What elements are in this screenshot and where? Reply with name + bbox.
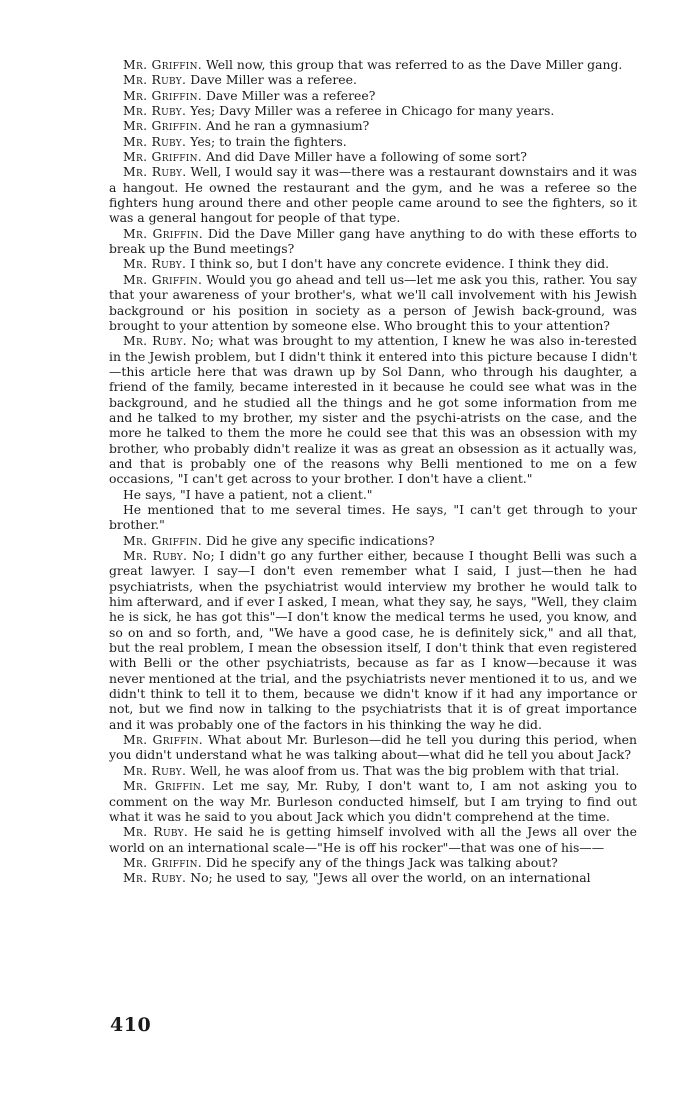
testimony-paragraph (109, 487, 637, 502)
testimony-paragraph (109, 732, 637, 763)
testimony-text: Dave Miller was a referee. (186, 72, 357, 88)
transcript-body (109, 57, 637, 886)
testimony-paragraph (109, 57, 637, 72)
testimony-paragraph (109, 272, 637, 333)
testimony-text: No; what was brought to my attention, I knew he was also in-terested in the Jewish problem, but I didn't think it entered into this picture because I didn't—this article here that was drawn up by Sol Dann, who through his daughter, a friend of the family, became interested in it because he could see what was in the background, and he studied all the things and he got some information from me and he talked to my brother, my sister and the psychi-atrists on the case, and the more he talked to them the more he could see that this was an obsession with my brother, who probably didn't realize it was as great an obsession as it actually was, and that is probably one of the reasons why Belli mentioned to me on a few occasions, "I can't get across to your brother. I don't have a client." (109, 333, 637, 487)
speaker-label: Mr. Ruby. (123, 164, 187, 180)
speaker-label: Mr. Ruby. (123, 103, 187, 119)
testimony-paragraph (109, 502, 637, 533)
testimony-text: Would you go ahead and tell us—let me ask you this, rather. You say that your awareness of your brother's, what we'll call involvement with his Jewish background or his position in society as a person of Jewish back-ground, was brought to your attention by someone else. Who brought this to your attention? (109, 271, 637, 333)
speaker-label: Mr. Griffin. (123, 87, 203, 103)
testimony-paragraph (109, 88, 637, 103)
testimony-paragraph (109, 164, 637, 225)
speaker-label: Mr. Ruby. (123, 762, 187, 778)
speaker-label: Mr. Griffin. (123, 271, 203, 287)
testimony-paragraph (109, 548, 637, 732)
testimony-paragraph (109, 72, 637, 87)
speaker-label: Mr. Griffin. (123, 854, 203, 870)
testimony-paragraph (109, 870, 637, 885)
speaker-label: Mr. Griffin. (123, 532, 203, 548)
speaker-label: Mr. Griffin. (123, 57, 203, 72)
testimony-text: Well, he was aloof from us. That was the big problem with that trial. (186, 762, 620, 778)
testimony-text: I think so, but I don't have any concrete evidence. I think they did. (186, 256, 610, 272)
testimony-text: Dave Miller was a referee? (202, 87, 376, 103)
speaker-label: Mr. Ruby. (123, 548, 188, 563)
testimony-text: No; I didn't go any further either, because I thought Belli was such a great lawyer. I say—I don't even remember what I said, I just—then he had psychiatrists, when the psychiatrist would interview my brother he would talk to him afterward, and if ever I asked, I mean, what they say, he says, "Well, they claim he is sick, he has got this"—I don't know the medical terms he used, you know, and so on and so forth, and, "We have a good case, he is definitely sick," and all that, but the real problem, I mean the obsession itself, I don't think that even registered with Belli or the other psychiatrists, because as far as I know—because it was never mentioned at the trial, and the psychiatrists never mentioned it to us, and we didn't think to tell it to them, because we didn't know if it had any importance or not, but we find now in talking to the psychiatrists that it is of great importance and it was probably one of the factors in his thinking the way he did. (109, 548, 637, 732)
testimony-paragraph (109, 149, 637, 164)
testimony-paragraph (109, 118, 637, 133)
speaker-label: Mr. Griffin. (123, 225, 203, 241)
speaker-label: Mr. Griffin. (123, 149, 203, 165)
testimony-text: Did he specify any of the things Jack was talking about? (202, 854, 558, 870)
speaker-label: Mr. Griffin. (123, 732, 204, 748)
testimony-text: Did he give any specific indications? (202, 532, 435, 548)
testimony-paragraph (109, 824, 637, 855)
speaker-label: Mr. Ruby. (123, 824, 189, 840)
speaker-label: Mr. Griffin. (123, 118, 203, 134)
speaker-label: Mr. Ruby. (123, 133, 187, 149)
speaker-label: Mr. Ruby. (123, 333, 187, 349)
testimony-paragraph (109, 103, 637, 118)
page-number: 410 (110, 1014, 152, 1036)
testimony-text: Let me say, Mr. Ruby, I don't want to, I am not asking you to comment on the way Mr. Burleson conducted himself, but I am trying to find out what it was he said to you about Jack which you didn't comprehend at the time. (109, 778, 638, 824)
testimony-paragraph (109, 778, 637, 824)
testimony-text: Yes; Davy Miller was a referee in Chicago for many years. (186, 103, 555, 119)
speaker-label: Mr. Ruby. (123, 870, 187, 886)
speaker-label: Mr. Griffin. (123, 778, 206, 794)
testimony-text: Well, I would say it was—there was a restaurant downstairs and it was a hangout. He owned the restaurant and the gym, and he was a referee so the fighters hung around there and other people came around to see the fighters, so it was a general hangout for people of that type. (109, 164, 637, 226)
testimony-text: Yes; to train the fighters. (186, 133, 347, 149)
testimony-text: He mentioned that to me several times. He says, "I can't get through to your brother." (109, 501, 637, 533)
testimony-text: Well now, this group that was referred to as the Dave Miller gang. (202, 57, 623, 72)
testimony-text: No; he used to say, "Jews all over the world, on an international (186, 870, 591, 886)
testimony-paragraph (109, 763, 637, 778)
testimony-paragraph (109, 226, 637, 257)
testimony-text: He says, "I have a patient, not a client." (123, 486, 373, 502)
testimony-paragraph (109, 134, 637, 149)
testimony-paragraph (109, 333, 637, 486)
testimony-text: He said he is getting himself involved with all the Jews all over the world on an international scale—"He is off his rocker"—that was one of his—— (109, 824, 637, 855)
testimony-text: And he ran a gymnasium? (202, 118, 370, 134)
speaker-label: Mr. Ruby. (123, 256, 187, 272)
speaker-label: Mr. Ruby. (123, 72, 187, 88)
testimony-paragraph (109, 256, 637, 271)
testimony-text: What about Mr. Burleson—did he tell you during this period, when you didn't understand what he was talking about—what did he tell you about Jack? (109, 732, 637, 763)
testimony-text: And did Dave Miller have a following of some sort? (202, 149, 527, 165)
testimony-text: Did the Dave Miller gang have anything to do with these efforts to break up the Bund meetings? (109, 225, 638, 257)
testimony-paragraph (109, 533, 637, 548)
testimony-paragraph (109, 855, 637, 870)
